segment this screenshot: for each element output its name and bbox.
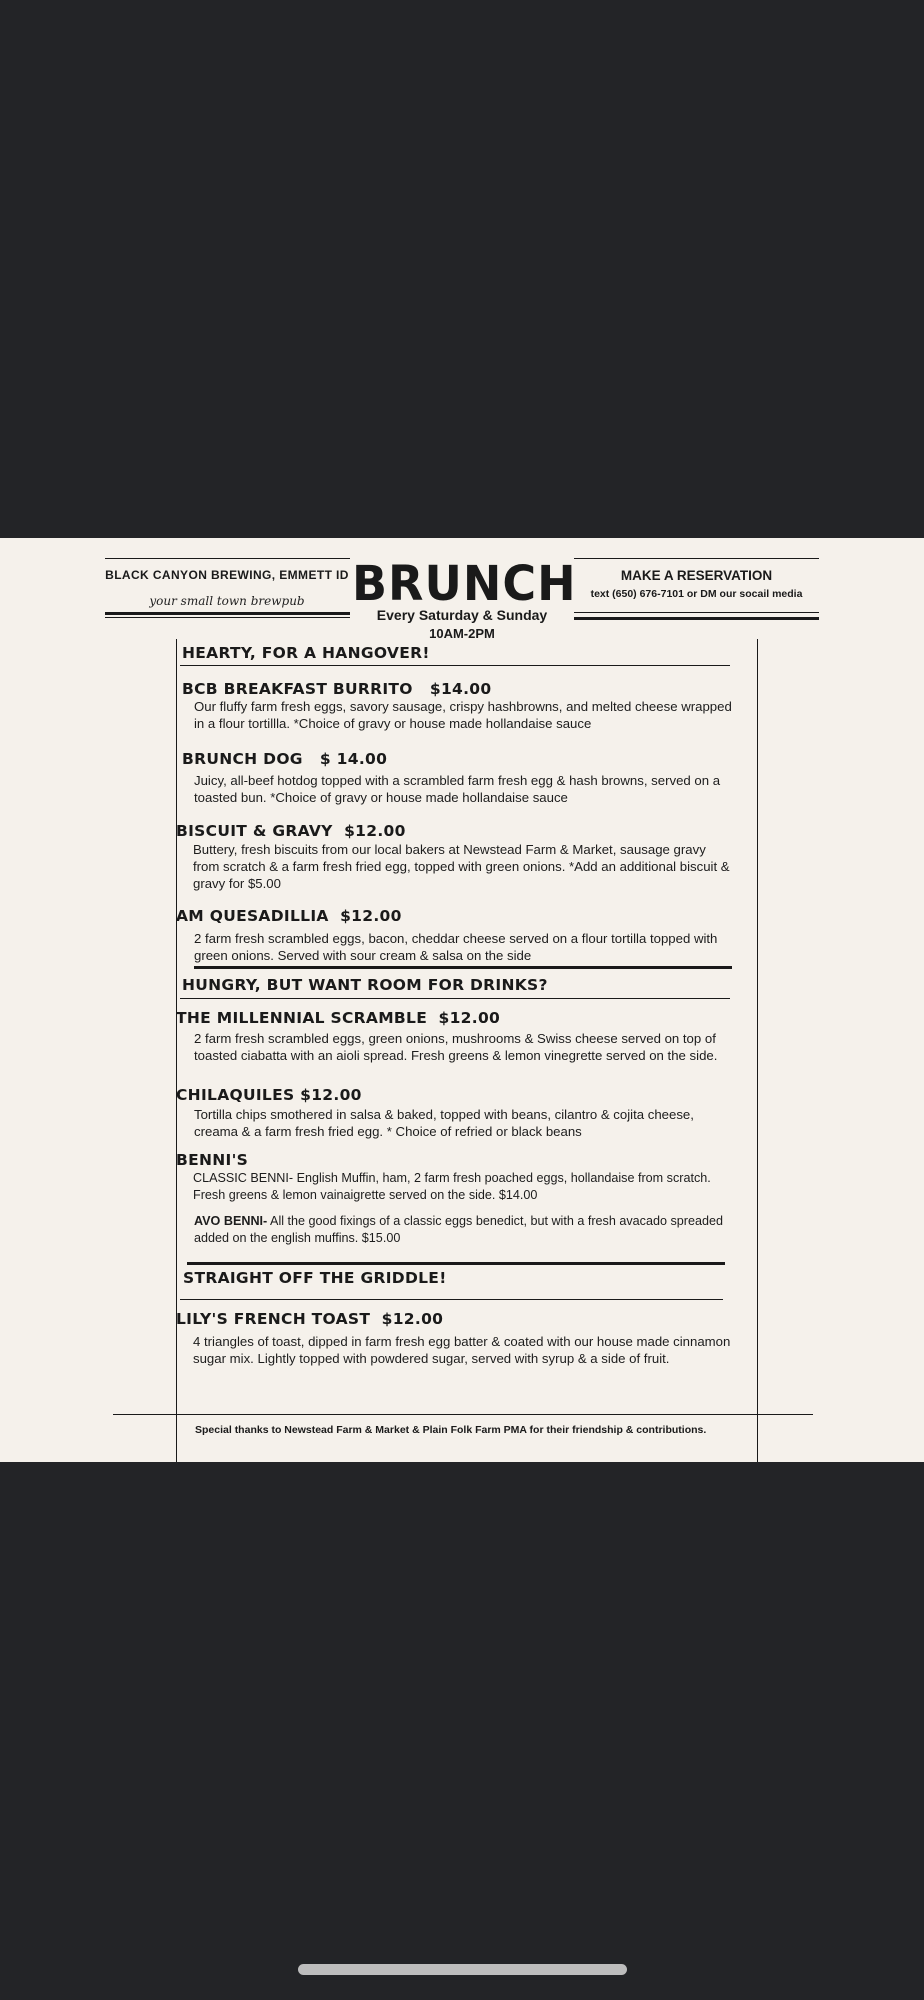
divider: [105, 612, 350, 615]
frame-line-right: [757, 639, 758, 1462]
item-title: LILY'S FRENCH TOAST $12.00: [176, 1310, 444, 1328]
divider: [105, 617, 350, 618]
item-description: Buttery, fresh biscuits from our local bakers at Newstead Farm & Market, sausage gravy from scratch & a farm fresh fried egg, topped with green onions. *Add an additional biscuit & gravy for $5.00: [193, 842, 730, 891]
divider: [187, 1262, 725, 1265]
item-description: Tortilla chips smothered in salsa & baked, topped with beans, cilantro & cojita cheese, creama & a farm fresh fried egg. * Choice of refried or black beans: [194, 1107, 694, 1139]
divider: [574, 617, 819, 620]
divider: [574, 558, 819, 559]
item-title: BRUNCH DOG $ 14.00: [182, 750, 388, 768]
menu-image: [0, 538, 924, 1462]
item-title: AM QUESADILLIA $12.00: [176, 907, 402, 925]
item-title: THE MILLENNIAL SCRAMBLE $12.00: [176, 1009, 501, 1027]
item-description: Juicy, all-beef hotdog topped with a scrambled farm fresh egg & hash browns, served on a toasted bun. *Choice of gravy or house made hollandaise sauce: [194, 773, 721, 805]
brewery-name: BLACK CANYON BREWING, EMMETT ID: [105, 568, 349, 582]
item-title: BENNI'S: [176, 1151, 249, 1169]
item-description: Our fluffy farm fresh eggs, savory sausage, crispy hashbrowns, and melted cheese wrapped in a flour tortillla. *Choice of gravy or house made hollandaise sauce: [194, 699, 732, 731]
menu-title: BRUNCH: [352, 554, 577, 612]
reservation-title: MAKE A RESERVATION: [620, 568, 773, 583]
item-sublabel: AVO BENNI-: [194, 1214, 268, 1228]
frame-line-left: [176, 639, 177, 1462]
item-title: CHILAQUILES $12.00: [176, 1086, 362, 1104]
divider: [105, 558, 350, 559]
reservation-text: text (650) 676-7101 or DM our socail media: [590, 588, 803, 600]
item-title: BCB BREAKFAST BURRITO $14.00: [182, 680, 492, 698]
item-title: BISCUIT & GRAVY $12.00: [176, 822, 406, 840]
divider: [180, 665, 730, 666]
divider: [180, 998, 730, 999]
section-heading: STRAIGHT OFF THE GRIDDLE!: [183, 1269, 447, 1287]
hours-text: 10AM-2PM: [429, 626, 495, 641]
tagline: your small town brewpub: [149, 594, 305, 608]
divider: [180, 1299, 723, 1300]
section-heading: HEARTY, FOR A HANGOVER!: [182, 644, 430, 662]
footer-note: Special thanks to Newstead Farm & Market & Plain Folk Farm PMA for their friendship & contributions.: [195, 1424, 707, 1436]
divider: [574, 612, 819, 613]
item-description: 2 farm fresh scrambled eggs, bacon, cheddar cheese served on a flour tortilla topped with green onions. Served with sour cream & salsa on the side: [194, 931, 718, 963]
divider: [113, 1414, 813, 1415]
home-indicator[interactable]: [298, 1964, 627, 1975]
item-description: [194, 1213, 734, 1247]
section-heading: HUNGRY, BUT WANT ROOM FOR DRINKS?: [182, 976, 548, 994]
item-subdescription: All the good fixings of a classic eggs benedict, but with a fresh avacado spreaded added on the english muffins. $15.00: [194, 1214, 723, 1245]
days-text: Every Saturday & Sunday: [376, 607, 548, 623]
item-description: 4 triangles of toast, dipped in farm fresh egg batter & coated with our house made cinnamon sugar mix. Lightly topped with powdered sugar, served with syrup & a side of fruit.: [193, 1334, 731, 1366]
item-description: CLASSIC BENNI- English Muffin, ham, 2 farm fresh poached eggs, hollandaise from scratch. Fresh greens & lemon vainaigrette served on the side. $14.00: [193, 1171, 711, 1202]
divider: [194, 966, 732, 969]
item-description: 2 farm fresh scrambled eggs, green onions, mushrooms & Swiss cheese served on top of toasted ciabatta with an aioli spread. Fresh greens & lemon vinegrette served on the side.: [194, 1031, 718, 1063]
